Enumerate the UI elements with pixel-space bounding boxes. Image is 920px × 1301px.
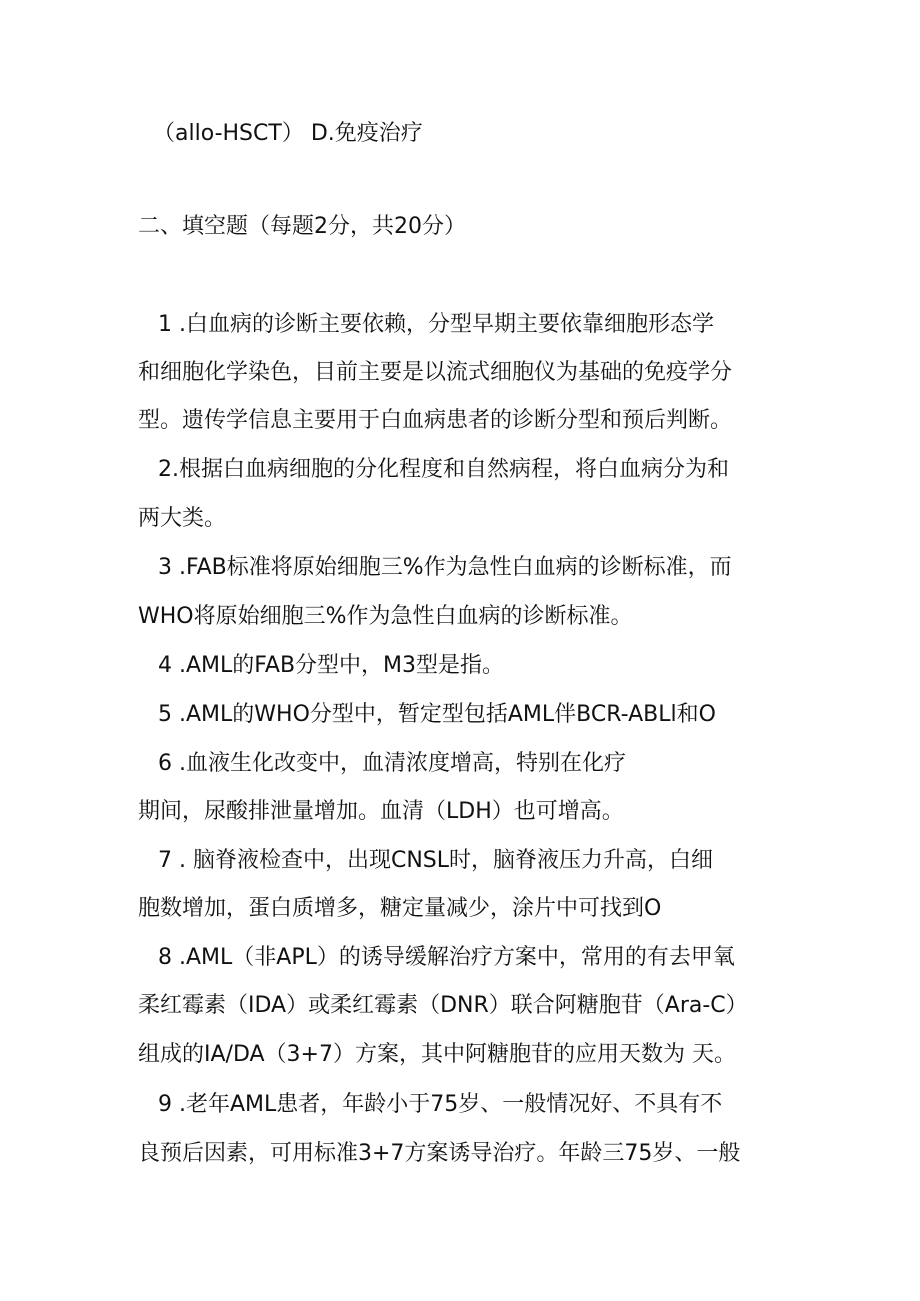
question-2-line-1: 2.根据白血病细胞的分化程度和自然病程，将白血病分为和 [158, 457, 729, 482]
question-1-line-2: 和细胞化学染色，目前主要是以流式细胞仪为基础的免疫学分 [138, 360, 733, 385]
section-heading: 二、填空题（每题2分，共20分） [138, 214, 466, 239]
question-4: 4 .AML的FAB分型中，M3型是指。 [158, 653, 505, 678]
question-6-line-1: 6 .血液生化改变中，血清浓度增高，特别在化疗 [158, 751, 626, 776]
question-8-line-2: 柔红霉素（IDA）或柔红霉素（DNR）联合阿糖胞苷（Ara-C） [138, 993, 748, 1018]
question-7-line-2: 胞数增加，蛋白质增多，糖定量减少，涂片中可找到O [138, 896, 662, 921]
question-5: 5 .AML的WHO分型中，暂定型包括AML伴BCR-ABLl和O [158, 702, 716, 727]
previous-option-tail: （allo-HSCT） D.免疫治疗 [153, 121, 423, 146]
question-1-line-3: 型。遗传学信息主要用于白血病患者的诊断分型和预后判断。 [138, 408, 733, 433]
question-9-line-2: 良预后因素，可用标准3+7方案诱导治疗。年龄三75岁、一般 [138, 1141, 741, 1166]
question-1-line-1: 1 .白血病的诊断主要依赖，分型早期主要依靠细胞形态学 [158, 312, 714, 337]
question-8-line-1: 8 .AML（非APL）的诱导缓解治疗方案中，常用的有去甲氧 [158, 945, 735, 970]
question-6-line-2: 期间，尿酸排泄量增加。血清（LDH）也可增高。 [138, 799, 624, 824]
question-9-line-1: 9 .老年AML患者，年龄小于75岁、一般情况好、不具有不 [158, 1092, 723, 1117]
question-2-line-2: 两大类。 [138, 506, 227, 531]
question-8-line-3: 组成的IA/DA（3+7）方案，其中阿糖胞苷的应用天数为 天。 [138, 1042, 736, 1067]
question-3-line-1: 3 .FAB标准将原始细胞三%作为急性白血病的诊断标准，而 [158, 555, 732, 580]
question-7-line-1: 7 . 脑脊液检查中，出现CNSL时，脑脊液压力升高，白细 [158, 848, 714, 873]
question-3-line-2: WHO将原始细胞三%作为急性白血病的诊断标准。 [138, 604, 633, 629]
